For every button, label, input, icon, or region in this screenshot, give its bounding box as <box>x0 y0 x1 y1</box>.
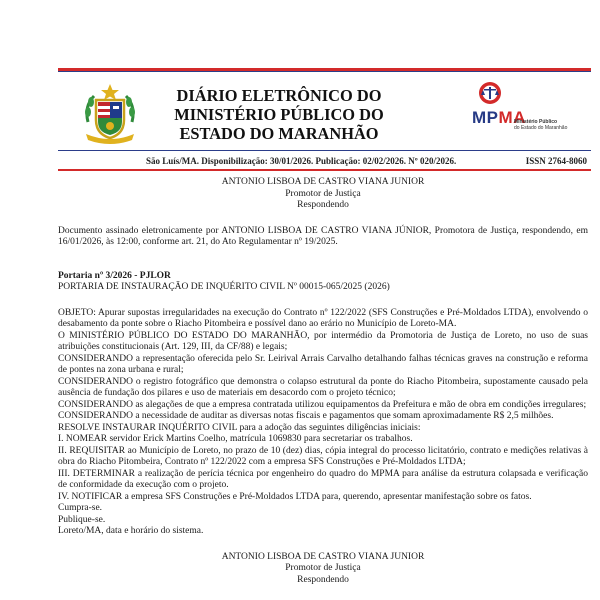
paragraph-publique-se: Publique-se. <box>58 514 106 525</box>
header-divider-red <box>58 169 591 171</box>
portaria-subject: PORTARIA DE INSTAURAÇÃO DE INQUÉRITO CIVIL Nº 00015-065/2025 (2026) <box>58 282 390 292</box>
mpma-logo-subtitle-2: do Estado do Maranhão <box>514 125 568 131</box>
mpma-logo-text-mp: MP <box>472 108 499 127</box>
journal-title-line-3: ESTADO DO MARANHÃO <box>179 124 379 143</box>
signer-name: ANTONIO LISBOA DE CASTRO VIANA JUNIOR <box>221 177 425 187</box>
header-top-rule-blue <box>58 71 591 72</box>
signer-role: Promotor de Justiça <box>285 188 361 199</box>
publication-bar <box>58 155 591 167</box>
paragraph-item-4: IV. NOTIFICAR a empresa SFS Construções e Pré-Moldados LTDA para, querendo, apresentar manifestação sobre os fatos. <box>58 491 532 502</box>
publication-info: São Luís/MA. Disponibilização: 30/01/2026. Publicação: 02/02/2026. Nº 020/2026. <box>146 156 457 166</box>
paragraph-item-3: III. DETERMINAR a realização de perícia técnica por engenheiro do quadro do MPMA para análise da estrutura colapsada e verificação de conformidade da execução com o projeto. <box>58 468 588 490</box>
document-body <box>58 177 588 586</box>
signature-block-bottom <box>58 552 588 587</box>
mpma-logo-subtitle <box>514 119 574 131</box>
paragraph-considerando-1: CONSIDERANDO a representação oferecida pelo Sr. Leirival Arrais Carvalho detalhando falhas técnicas graves na construção e reforma de pontes na zona urbana e rural; <box>58 353 588 375</box>
paragraph-considerando-4: CONSIDERANDO a necessidade de auditar as diversas notas fiscais e pagamentos que somam aproximadamente R$ 2,5 milhões. <box>58 411 554 421</box>
issn-number: ISSN 2764-8060 <box>525 156 587 166</box>
portaria-number: Portaria nº 3/2026 - PJLOR <box>58 270 171 281</box>
paragraph-objeto: OBJETO: Apurar supostas irregularidades na execução do Contrato nº 122/2022 (SFS Construções e Pré-Moldados LTDA), envolvendo o desabamento da ponte sobre o Riacho Pitombeira e possível dano ao erário no Município de Loreto-MA. <box>58 307 588 329</box>
signer-name: ANTONIO LISBOA DE CASTRO VIANA JUNIOR <box>221 551 425 562</box>
paragraph-considerando-3: CONSIDERANDO as alegações de que a empresa contratada utilizou equipamentos da Prefeitura e mão de obra em condições irregulares; <box>58 399 587 410</box>
mpma-logo-subtitle-1: Ministério Público <box>514 119 558 125</box>
paragraph-mpma-intro: O MINISTÉRIO PÚBLICO DO ESTADO DO MARANHÃO, por intermédio da Promotoria de Justiça de Loreto, no uso de suas atribuições constitucionais (Art. 129, III, da CF/88) e legais; <box>58 330 588 352</box>
signer-status: Respondendo <box>297 200 349 210</box>
journal-title-line-2: MINISTÉRIO PÚBLICO DO <box>174 105 384 124</box>
header-divider-blue <box>58 150 591 151</box>
signature-block-top <box>58 177 588 212</box>
paragraph-place-date: Loreto/MA, data e horário do sistema. <box>58 526 204 536</box>
journal-title <box>150 86 408 143</box>
header-top-rule <box>58 68 591 71</box>
electronic-signature-notice: Documento assinado eletronicamente por ANTONIO LISBOA DE CASTRO VIANA JÚNIOR, Promotora de Justiça, respondendo, em 16/01/2026, às 12:00, conforme art. 21, do Ato Regulamentar nº 19/2025. <box>58 225 588 247</box>
journal-title-line-1: DIÁRIO ELETRÔNICO DO <box>176 86 382 105</box>
signer-status: Respondendo <box>297 574 349 585</box>
paragraph-cumpra-se: Cumpra-se. <box>58 503 103 513</box>
paragraph-resolve: RESOLVE INSTAURAR INQUÉRITO CIVIL para a adoção das seguintes diligências iniciais: <box>58 422 421 433</box>
paragraph-item-2: II. REQUISITAR ao Município de Loreto, no prazo de 10 (dez) dias, cópia integral do processo licitatório, contrato e medições relativas à obra do Riacho Pitombeira, Contrato nº 122/2022 com a empresa SFS Construções e Pré-Moldados LTDA; <box>58 445 588 467</box>
coat-of-arms-icon <box>78 82 142 146</box>
paragraph-item-1: I. NOMEAR servidor Erick Martins Coelho, matrícula 1069830 para secretariar os trabalhos. <box>58 434 413 444</box>
mpma-logo-text-ma: MA <box>498 108 526 127</box>
paragraph-considerando-2: CONSIDERANDO o registro fotográfico que demonstra o colapso estrutural da ponte do Riacho Pitombeira, supostamente causado pela ausência de fundação dos pilares e uso de materiais em desacordo com o projeto técnico; <box>58 376 588 398</box>
signer-role: Promotor de Justiça <box>285 563 361 573</box>
